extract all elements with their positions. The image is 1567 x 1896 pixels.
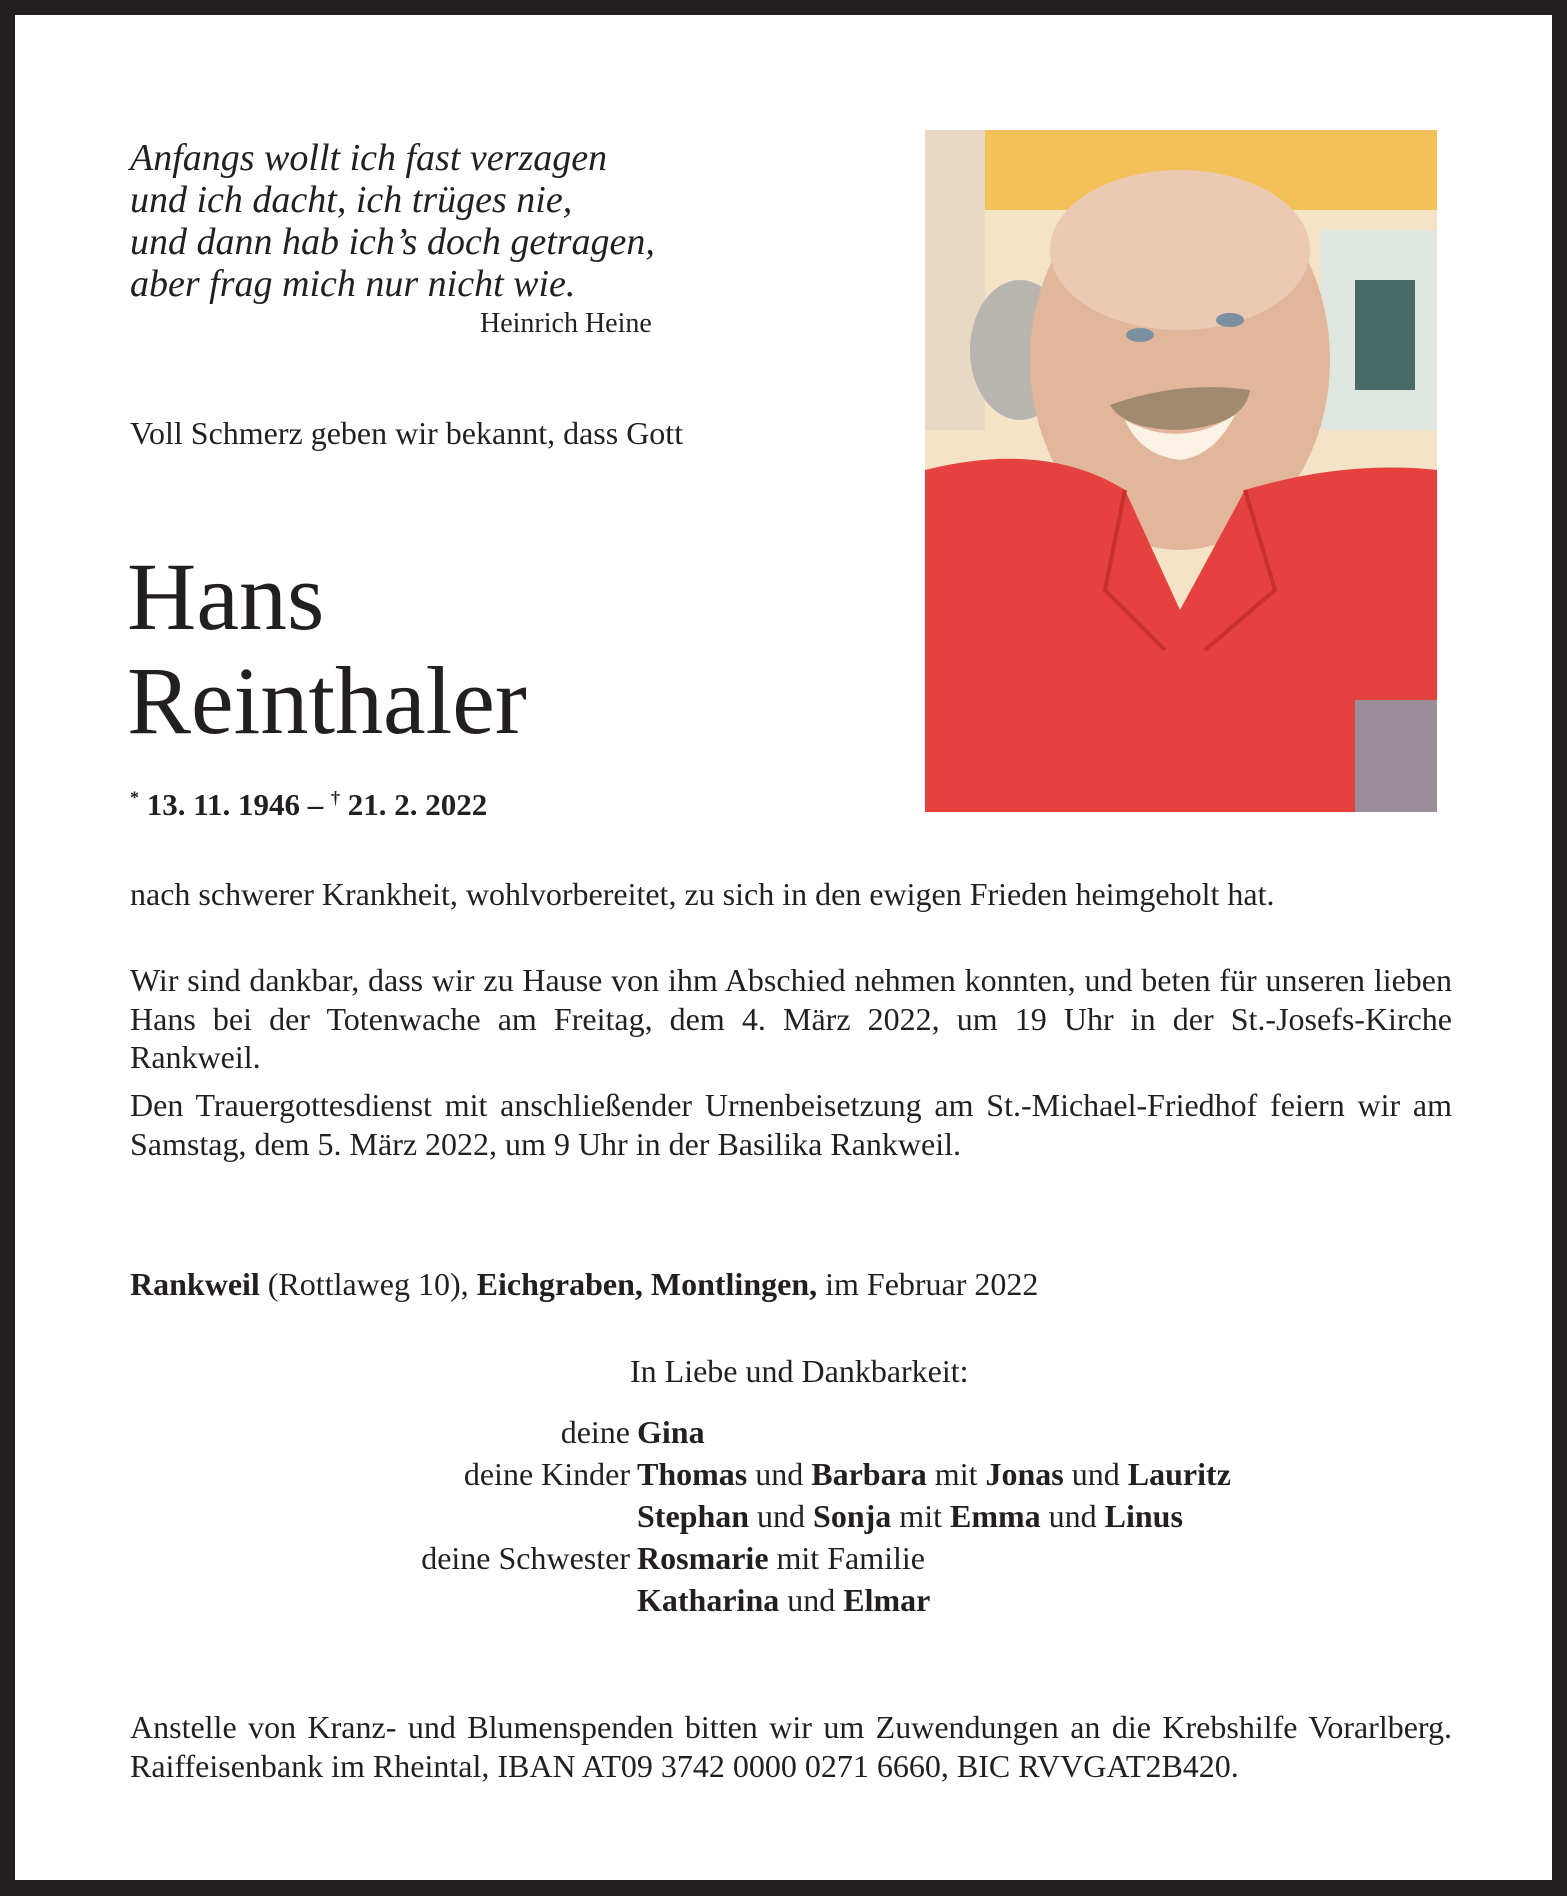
family-connector: mit: [926, 1456, 986, 1492]
family-members: [637, 1453, 1231, 1495]
family-member-name: Emma: [949, 1498, 1041, 1534]
family-row: [130, 1579, 1460, 1621]
family-list: [130, 1411, 1460, 1621]
place-others: Eichgraben, Montlingen,: [476, 1266, 818, 1302]
paragraph-funeral: Den Trauergottesdienst mit anschließender Urnenbeisetzung am St.-Michael-Friedhof feiern wir am Samstag, dem 5. März 2022, um 9 Uhr in der Basilika Rankweil.: [130, 1087, 1452, 1162]
family-member-name: Katharina: [637, 1582, 780, 1618]
poem-quote: [130, 137, 655, 305]
family-connector: und: [1040, 1498, 1105, 1534]
family-member-name: Lauritz: [1127, 1456, 1231, 1492]
donation-note: Anstelle von Kranz- und Blumenspenden bitten wir um Zuwendungen an die Krebshilfe Vorarlberg. Raiffeisenbank im Rheintal, IBAN AT09 3742 0000 0271 6660, BIC RVVGAT2B420.: [130, 1709, 1452, 1784]
family-relation: [130, 1579, 637, 1621]
family-member-name: Jonas: [985, 1456, 1064, 1492]
paragraph-wake: Wir sind dankbar, dass wir zu Hause von ihm Abschied nehmen konnten, und beten für unseren lieben Hans bei der Totenwache am Freitag, dem 4. März 2022, um 19 Uhr in der St.-Josefs-Kirche Rankweil.: [130, 962, 1452, 1075]
place-date: im Februar 2022: [817, 1266, 1039, 1302]
quote-line: aber frag mich nur nicht wie.: [130, 263, 576, 305]
death-cross-icon: †: [331, 787, 341, 808]
first-name: Hans: [127, 543, 325, 650]
family-member-name: Sonja: [813, 1498, 892, 1534]
portrait-illustration: [925, 130, 1437, 812]
family-members: [637, 1579, 930, 1621]
family-relation: [130, 1495, 637, 1537]
date-separator: –: [300, 787, 332, 822]
quote-line: und dann hab ich’s doch getragen,: [130, 221, 655, 263]
life-dates: [130, 787, 487, 823]
family-connector: und: [779, 1582, 844, 1618]
family-connector: und: [747, 1456, 812, 1492]
family-members: [637, 1495, 1183, 1537]
death-date: 21. 2. 2022: [347, 787, 488, 822]
family-row: [130, 1411, 1460, 1453]
family-member-name: Thomas: [637, 1456, 748, 1492]
family-row: [130, 1537, 1460, 1579]
quote-line: Anfangs wollt ich fast verzagen: [130, 137, 608, 179]
intro-text: Voll Schmerz geben wir bekannt, dass Gott: [130, 415, 684, 451]
place-town: Rankweil: [130, 1266, 260, 1302]
family-connector: und: [1063, 1456, 1128, 1492]
family-members: [637, 1411, 705, 1453]
place-address: (Rottlaweg 10),: [259, 1266, 477, 1302]
family-member-name: Rosmarie: [637, 1540, 769, 1576]
thanks-line: In Liebe und Dankbarkeit:: [630, 1353, 969, 1389]
family-row: [130, 1495, 1460, 1537]
family-connector: und: [749, 1498, 814, 1534]
family-member-name: Stephan: [637, 1498, 750, 1534]
family-connector: mit Familie: [768, 1540, 925, 1576]
portrait-photo: [925, 130, 1437, 812]
obituary-page: [15, 15, 1552, 1880]
family-member-name: Linus: [1104, 1498, 1183, 1534]
family-member-name: Gina: [637, 1414, 705, 1450]
family-member-name: Barbara: [811, 1456, 927, 1492]
family-row: [130, 1453, 1460, 1495]
deceased-name: [127, 545, 527, 753]
quote-line: und ich dacht, ich trüges nie,: [130, 179, 573, 221]
family-member-name: Elmar: [843, 1582, 931, 1618]
family-relation: deine Schwester: [421, 1540, 630, 1576]
paragraph-passing: nach schwerer Krankheit, wohlvorbereitet, zu sich in den ewigen Frieden heimgeholt hat.: [130, 876, 1275, 912]
family-members: [637, 1537, 925, 1579]
birth-star-icon: *: [130, 787, 139, 808]
family-relation: deine Kinder: [463, 1456, 630, 1492]
family-relation: deine: [560, 1414, 630, 1450]
place-date-line: [130, 1266, 1038, 1303]
family-connector: mit: [891, 1498, 950, 1534]
last-name: Reinthaler: [127, 647, 527, 754]
birth-date: 13. 11. 1946: [146, 787, 301, 822]
quote-author: Heinrich Heine: [480, 308, 652, 339]
